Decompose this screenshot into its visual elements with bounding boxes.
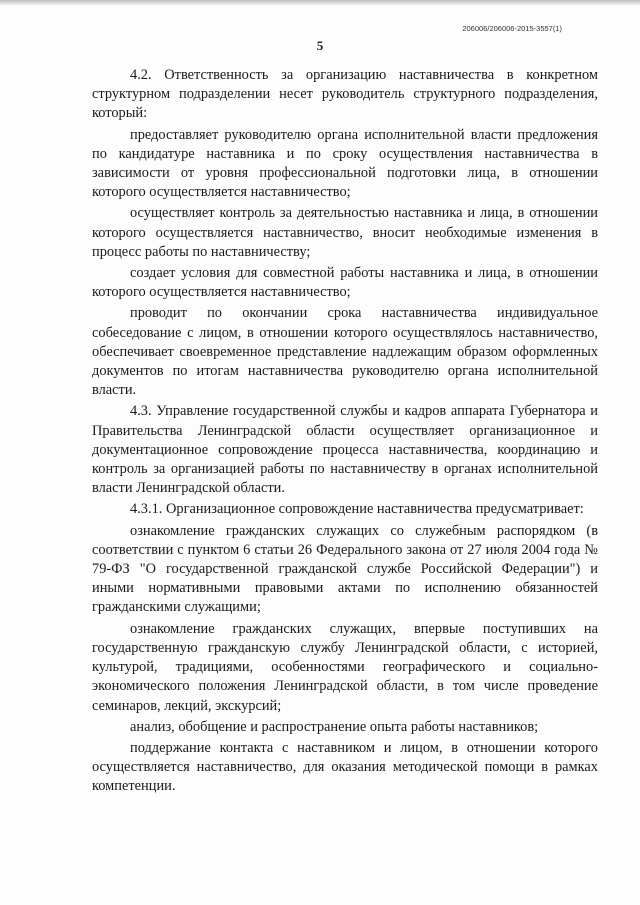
scan-edge-shadow xyxy=(0,0,640,6)
document-id: 206006/206006-2015-3557(1) xyxy=(462,24,562,33)
list-item: предоставляет руководителю органа исполнительной власти предложения по кандидатуре наставника и по сроку осуществления наставничества в зависимости от уровня профессиональной подготовки лица, в отношении которого осуществляется наставничество; xyxy=(92,126,598,201)
list-item: ознакомление гражданских служащих со служебным распорядком (в соответствии с пунктом 6 статьи 26 Федерального закона от 27 июля 2004 года № 79-ФЗ "О государственной гражданской службе Российской Федерации") и иными нормативными правовыми актами по исполнению обязанностей гражданскими служащими; xyxy=(92,522,598,616)
paragraph-4-3-1: 4.3.1. Организационное сопровождение наставничества предусматривает: xyxy=(130,501,584,518)
list-item: осуществляет контроль за деятельностью наставника и лица, в отношении которого осуществляется наставничество, вносит необходимые изменения в процесс работы по наставничеству; xyxy=(92,205,598,260)
paragraph-4-3: 4.3. Управление государственной службы и кадров аппарата Губернатора и Правительства Ленинградской области осуществляет организационное и документационное сопровождение процесса наставничества, координацию и контроль за организацией работы по наставничеству в органах исполнительной власти Ленинградской области. xyxy=(92,403,598,497)
page-number: 5 xyxy=(316,38,324,53)
list-item: ознакомление гражданских служащих, впервые поступивших на государственную гражданскую службу Ленинградской области, с историей, культурой, традициями, особенностями географического и социально-экономического положения Ленинградской области, в том числе проведение семинаров, лекций, экскурсий; xyxy=(92,620,598,714)
list-item: анализ, обобщение и распространение опыта работы наставников; xyxy=(130,718,539,735)
list-item: поддержание контакта с наставником и лицом, в отношении которого осуществляется наставничество, для оказания методической помощи в рамках компетенции. xyxy=(92,739,598,795)
document-body xyxy=(92,66,598,797)
list-item: создает условия для совместной работы наставника и лица, в отношении которого осуществляется наставничество; xyxy=(92,265,598,301)
list-item: проводит по окончании срока наставничества индивидуальное собеседование с лицом, в отношении которого осуществлялось наставничество, обеспечивает своевременное представление надлежащим образом оформленных документов по итогам наставничества руководителю органа исполнительной власти. xyxy=(92,305,598,399)
paragraph-4-2: 4.2. Ответственность за организацию наставничества в конкретном структурном подразделении несет руководитель структурного подразделения, который: xyxy=(92,67,598,122)
